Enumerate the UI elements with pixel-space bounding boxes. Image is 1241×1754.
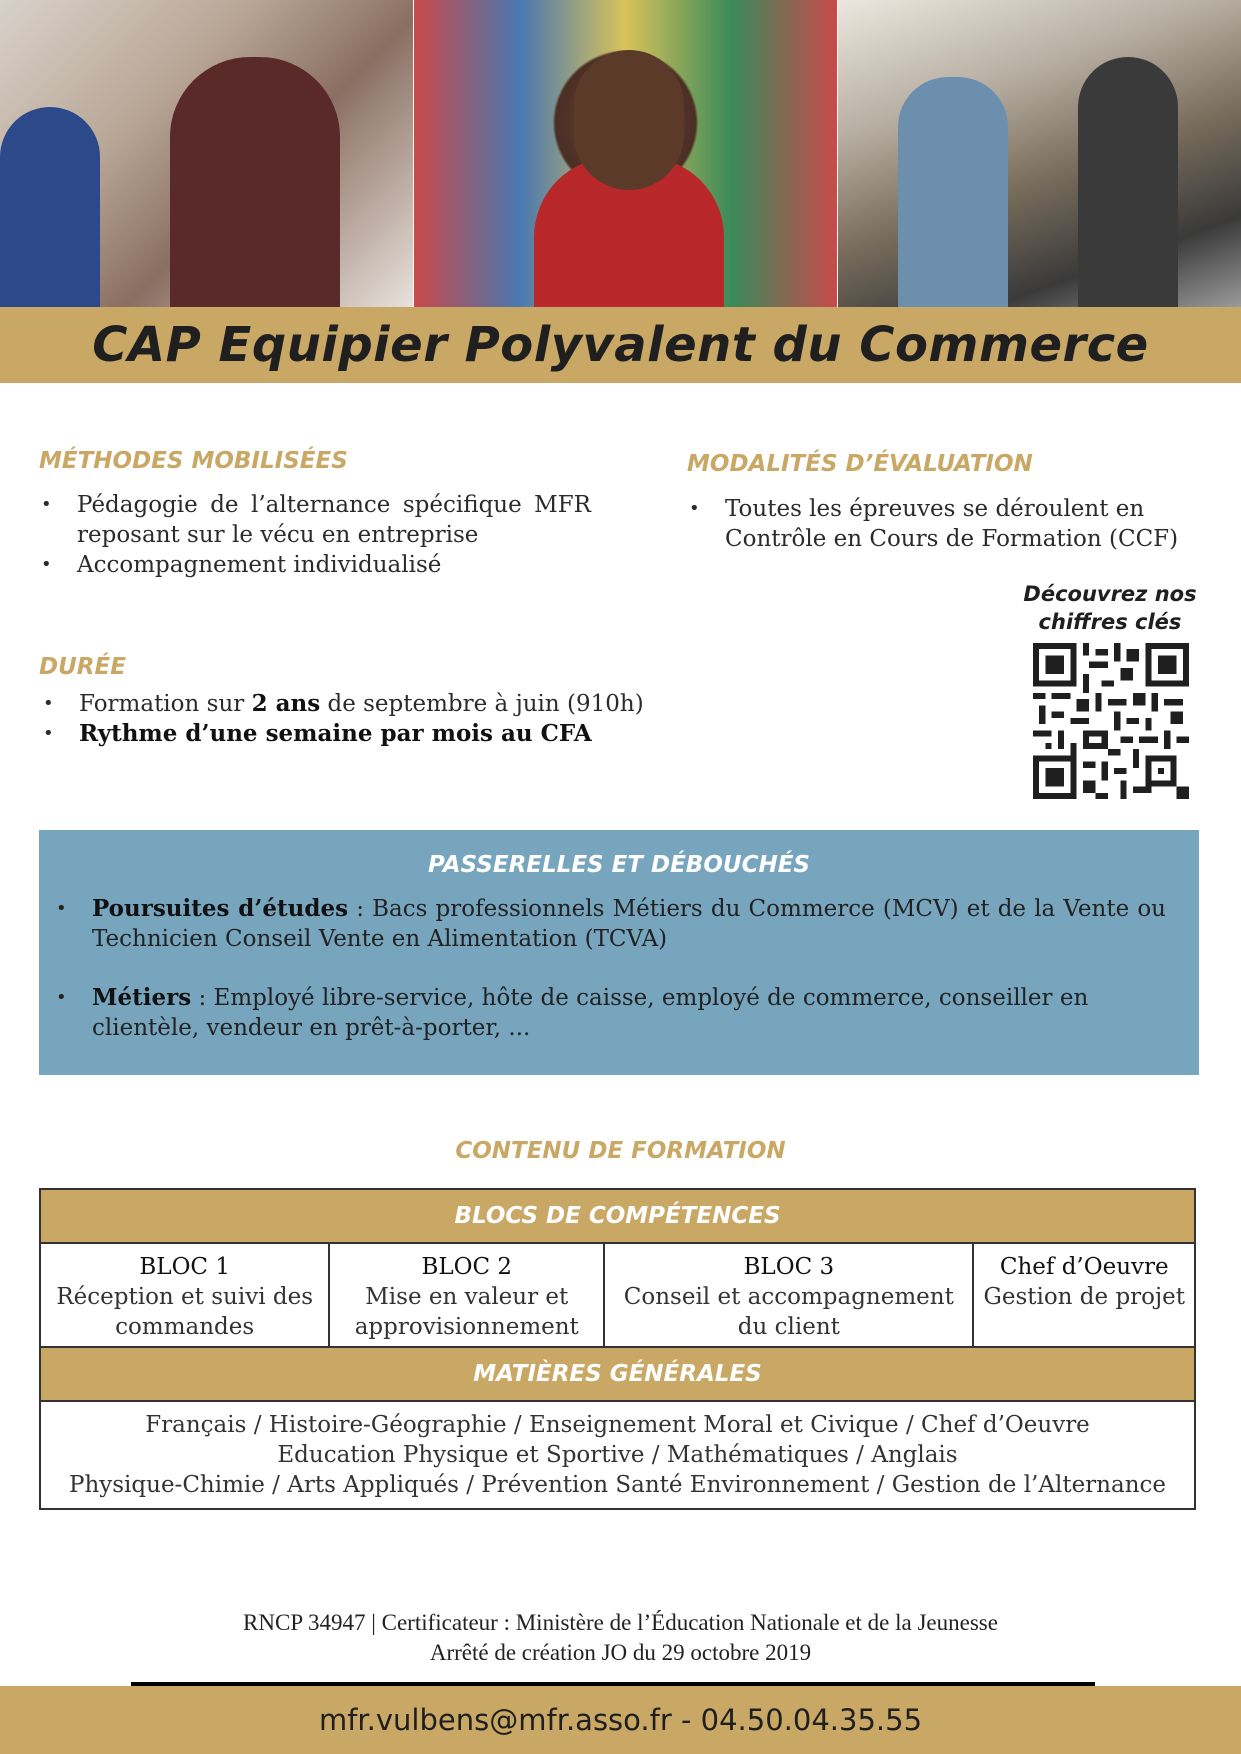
- matieres-line: Français / Histoire-Géographie / Enseignement Moral et Civique / Chef d’Oeuvre: [145, 1412, 1090, 1438]
- methodes-heading: MÉTHODES MOBILISÉES: [39, 448, 348, 474]
- list-item: • Métiers : Employé libre-service, hôte de caisse, employé de commerce, conseiller en clientèle, vendeur en prêt-à-porter, ...: [54, 983, 1166, 1043]
- page-title: CAP Equipier Polyvalent du Commerce: [92, 317, 1149, 373]
- matieres-heading: MATIÈRES GÉNÉRALES: [40, 1347, 1195, 1401]
- qr-caption: Découvrez nos chiffres clés: [1023, 582, 1197, 634]
- methodes-list: [39, 490, 591, 580]
- formation-table: [39, 1188, 1196, 1510]
- list-item: • Accompagnement individualisé: [39, 550, 591, 580]
- list-item: • Poursuites d’études : Bacs professionnels Métiers du Commerce (MCV) et de la Vente ou Technicien Conseil Vente en Alimentation (TCVA): [54, 894, 1166, 954]
- bloc-cell: Chef d’Oeuvre Gestion de projet: [973, 1243, 1195, 1347]
- certification-info: [0, 1608, 1241, 1668]
- contact-band: [0, 1686, 1241, 1754]
- contenu-heading: CONTENU DE FORMATION: [455, 1138, 786, 1164]
- passerelles-list: [54, 894, 1166, 954]
- bloc-cell: BLOC 1 Réception et suivi des commandes: [40, 1243, 329, 1347]
- contact-info[interactable]: mfr.vulbens@mfr.asso.fr - 04.50.04.35.55: [318, 1703, 923, 1737]
- bloc-cell: BLOC 3 Conseil et accompagnement du client: [604, 1243, 973, 1347]
- list-item: • Pédagogie de l’alternance spécifique MFR reposant sur le vécu en entreprise: [39, 490, 591, 550]
- rncp-line: RNCP 34947 | Certificateur : Ministère de l’Éducation Nationale et de la Jeunesse: [243, 1610, 998, 1635]
- matieres-cell: [40, 1401, 1195, 1509]
- evaluation-heading: MODALITÉS D’ÉVALUATION: [687, 451, 1033, 477]
- passerelles-box: [39, 830, 1199, 1075]
- evaluation-list: [687, 494, 1207, 554]
- list-item: • Formation sur 2 ans de septembre à juin (910h): [41, 689, 661, 719]
- duree-list: [41, 689, 661, 749]
- photo-supermarket-checkout: [838, 0, 1241, 307]
- qr-code-icon[interactable]: [1033, 643, 1189, 799]
- metiers-list: [54, 983, 1166, 1043]
- list-item: • Toutes les épreuves se déroulent en Contrôle en Cours de Formation (CCF): [687, 494, 1207, 554]
- title-band: [0, 307, 1241, 383]
- photo-clothing-store-cashier: [0, 0, 413, 307]
- passerelles-heading: PASSERELLES ET DÉBOUCHÉS: [428, 852, 810, 878]
- duree-heading: DURÉE: [39, 654, 126, 680]
- list-item: • Rythme d’une semaine par mois au CFA: [41, 719, 661, 749]
- matieres-line: Physique-Chimie / Arts Appliqués / Prévention Santé Environnement / Gestion de l’Alternance: [68, 1472, 1167, 1498]
- blocs-heading: BLOCS DE COMPÉTENCES: [40, 1189, 1195, 1243]
- arrete-line: Arrêté de création JO du 29 octobre 2019: [429, 1640, 812, 1665]
- bloc-cell: BLOC 2 Mise en valeur et approvisionnement: [329, 1243, 604, 1347]
- photo-smiling-store-employee: [414, 0, 837, 307]
- matieres-line: Education Physique et Sportive / Mathématiques / Anglais: [277, 1442, 958, 1468]
- header-photo-strip: [0, 0, 1241, 307]
